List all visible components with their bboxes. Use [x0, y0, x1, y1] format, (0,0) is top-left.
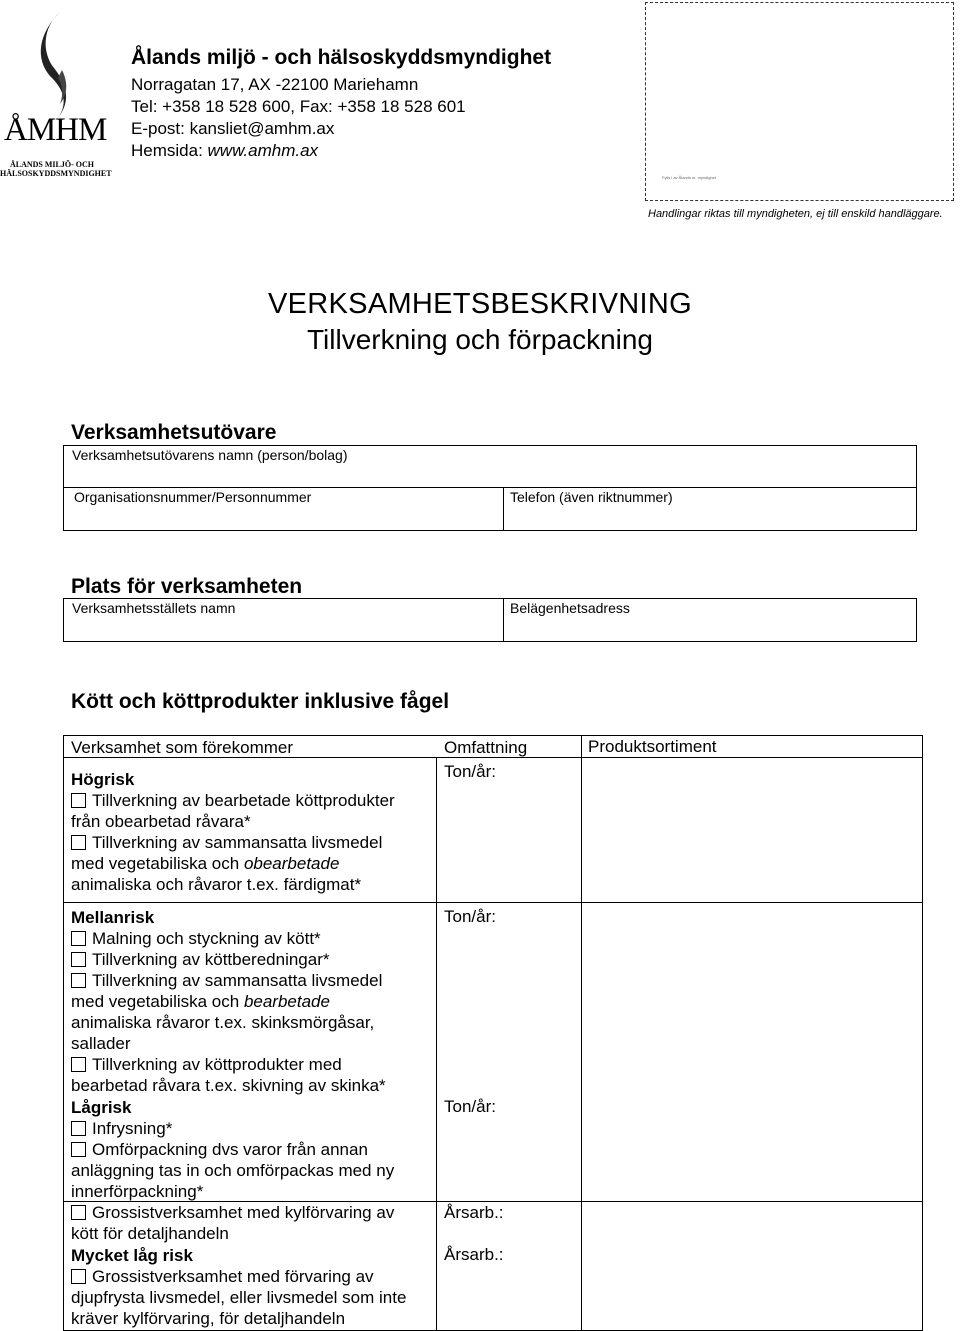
- operator-name-label: Verksamhetsutövarens namn (person/bolag): [72, 447, 348, 463]
- scope-low-wholesale-label: Årsarb.:: [444, 1203, 504, 1222]
- checkbox-medium-1[interactable]: [71, 931, 86, 946]
- scope-very-low-label: Årsarb.:: [444, 1245, 504, 1264]
- high-item1-a: Tillverkning av bearbetade köttprodukter: [92, 791, 395, 810]
- medium-risk-group: [71, 907, 386, 1096]
- checkbox-low-3[interactable]: [71, 1205, 86, 1220]
- office-stamp-box: [645, 2, 954, 201]
- high-item2-b1: med vegetabiliska och: [71, 854, 244, 873]
- org-website: [131, 141, 318, 161]
- checkbox-medium-4[interactable]: [71, 1057, 86, 1072]
- medium-item3-b1: med vegetabiliska och: [71, 992, 244, 1011]
- low-item2-c: innerförpackning*: [71, 1182, 204, 1201]
- very-low-risk-group: [71, 1245, 406, 1329]
- low-item3-b: kött för detaljhandeln: [71, 1224, 229, 1243]
- low-risk-title: Lågrisk: [71, 1098, 132, 1117]
- checkbox-high-2[interactable]: [71, 835, 86, 850]
- scope-medium-label: Ton/år:: [444, 907, 496, 926]
- org-phone: Tel: +358 18 528 600, Fax: +358 18 528 601: [131, 97, 466, 116]
- medium-item3-d: sallader: [71, 1034, 131, 1053]
- place-heading: Plats för verksamheten: [71, 575, 303, 598]
- very-low-item1-b: djupfrysta livsmedel, eller livsmedel som inte: [71, 1288, 407, 1307]
- col-scope-header: Omfattning: [444, 738, 528, 757]
- phone-label: Telefon (även riktnummer): [510, 489, 673, 505]
- org-email[interactable]: E-post: kansliet@amhm.ax: [131, 119, 335, 138]
- site-name-label: Verksamhetsställets namn: [72, 600, 236, 616]
- high-item2-a: Tillverkning av sammansatta livsmedel: [92, 833, 383, 852]
- medium-item3-a: Tillverkning av sammansatta livsmedel: [92, 971, 383, 990]
- site-address-label: Belägenhetsadress: [510, 600, 630, 616]
- high-item2-b2: obearbetade: [243, 854, 340, 873]
- medium-item3-c: animaliska råvaror t.ex. skinksmörgåsar,: [71, 1013, 375, 1032]
- checkbox-very-low-1[interactable]: [71, 1269, 86, 1284]
- checkbox-medium-2[interactable]: [71, 952, 86, 967]
- meat-heading: Kött och köttprodukter inklusive fågel: [71, 690, 450, 713]
- website-link[interactable]: www.amhm.ax: [207, 141, 319, 160]
- medium-item3-b2: bearbetade: [243, 992, 330, 1011]
- logo-flame-outer: [41, 12, 66, 118]
- medium-item4-a: Tillverkning av köttprodukter med: [92, 1055, 342, 1074]
- checkbox-medium-3[interactable]: [71, 973, 86, 988]
- page-title: VERKSAMHETSBESKRIVNING: [268, 288, 692, 320]
- col-products-header: Produktsortiment: [588, 737, 717, 756]
- scope-low-label: Ton/år:: [444, 1097, 496, 1116]
- medium-item2: Tillverkning av köttberedningar*: [92, 950, 330, 969]
- very-low-item1-c: kräver kylförvaring, för detaljhandeln: [71, 1309, 346, 1328]
- orgnr-label: Organisationsnummer/Personnummer: [74, 489, 312, 505]
- very-low-item1-a: Grossistverksamhet med förvaring av: [92, 1267, 374, 1286]
- checkbox-low-2[interactable]: [71, 1142, 86, 1157]
- medium-risk-title: Mellanrisk: [71, 908, 155, 927]
- low-item2-a: Omförpackning dvs varor från annan: [92, 1140, 368, 1159]
- high-risk-title: Högrisk: [71, 770, 135, 789]
- operator-heading: Verksamhetsutövare: [71, 421, 277, 444]
- website-label: Hemsida:: [131, 141, 208, 160]
- low-risk-group: [71, 1097, 394, 1244]
- checkbox-high-1[interactable]: [71, 793, 86, 808]
- scope-high-label: Ton/år:: [444, 762, 496, 781]
- page-subtitle: Tillverkning och förpackning: [306, 324, 654, 355]
- col-activity-header: Verksamhet som förekommer: [71, 738, 294, 757]
- high-item2-c: animaliska och råvaror t.ex. färdigmat*: [71, 875, 362, 894]
- low-item2-b: anläggning tas in och omförpackas med ny: [71, 1161, 395, 1180]
- low-item1: Infrysning*: [92, 1119, 173, 1138]
- medium-item4-b: bearbetad råvara t.ex. skivning av skinka*: [71, 1076, 386, 1095]
- high-risk-group: [71, 769, 395, 895]
- amhm-logo: [0, 8, 112, 178]
- low-item3-a: Grossistverksamhet med kylförvaring av: [92, 1203, 395, 1222]
- org-address: Norragatan 17, AX -22100 Mariehamn: [131, 75, 419, 94]
- high-item1-b: från obearbetad råvara*: [71, 812, 251, 831]
- medium-item1: Malning och styckning av kött*: [92, 929, 321, 948]
- logo-wordmark: ÅMHM: [4, 112, 107, 148]
- checkbox-low-1[interactable]: [71, 1121, 86, 1136]
- org-name: Ålands miljö - och hälsoskyddsmyndighet: [131, 46, 552, 69]
- stamp-tiny-text: Fylls i av Ålands m. myndighet: [662, 175, 717, 180]
- very-low-risk-title: Mycket låg risk: [71, 1246, 193, 1265]
- logo-subtext: ÅLANDS MILJÖ- OCH HÄLSOSKYDDSMYNDIGHET: [0, 160, 112, 178]
- stamp-note: Handlingar riktas till myndigheten, ej till enskild handläggare.: [648, 208, 943, 220]
